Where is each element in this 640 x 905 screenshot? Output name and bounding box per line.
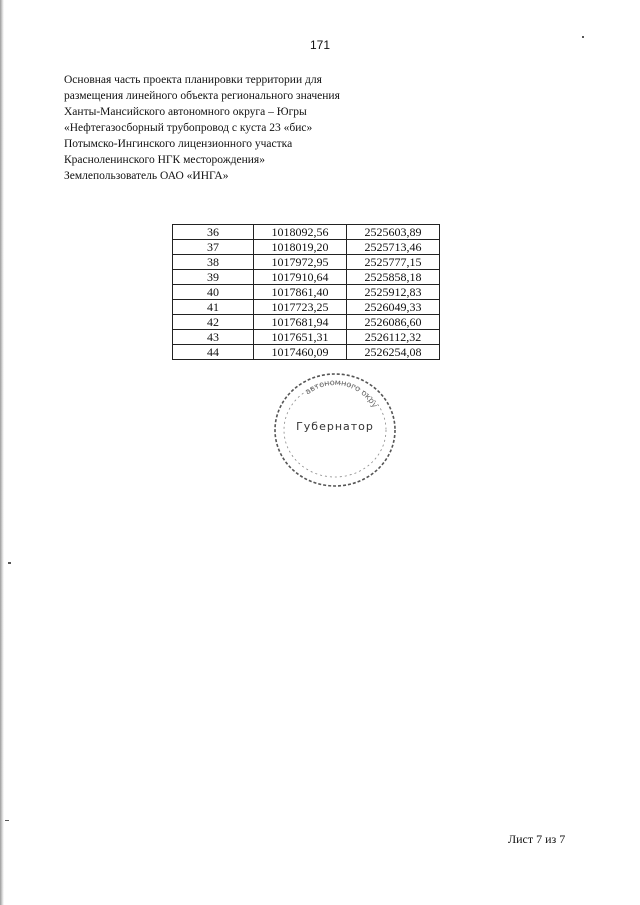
table-row	[173, 270, 440, 285]
coordinate-x: 1018092,56	[254, 225, 347, 240]
point-number: 37	[173, 240, 254, 255]
coordinate-x: 1017460,09	[254, 345, 347, 360]
scan-edge	[0, 0, 4, 905]
coordinate-y: 2525858,18	[347, 270, 440, 285]
point-number: 42	[173, 315, 254, 330]
coordinate-y: 2526254,08	[347, 345, 440, 360]
point-number: 38	[173, 255, 254, 270]
sheet-label: Лист 7 из 7	[508, 832, 566, 846]
coordinate-x: 1017651,31	[254, 330, 347, 345]
header-line: Ханты-Мансийского автономного округа – Югры	[64, 106, 307, 118]
header-line: Потымско-Ингинского лицензионного участка	[64, 138, 293, 150]
coordinate-y: 2525777,15	[347, 255, 440, 270]
header-line: Красноленинского НГК месторождения»	[64, 154, 265, 166]
page-number: 171	[309, 38, 331, 52]
coordinate-x: 1018019,20	[254, 240, 347, 255]
coordinates-table	[172, 224, 440, 360]
coordinate-y: 2525603,89	[347, 225, 440, 240]
point-number: 43	[173, 330, 254, 345]
header-line: размещения линейного объекта регионального значения	[64, 90, 340, 102]
table-row	[173, 315, 440, 330]
coordinate-x: 1017723,25	[254, 300, 347, 315]
coordinate-y: 2525713,46	[347, 240, 440, 255]
table-row	[173, 330, 440, 345]
official-seal	[270, 370, 400, 492]
header-line: «Нефтегазосборный трубопровод с куста 23 «бис»	[64, 122, 313, 134]
seal-center-text: Губернатор	[296, 420, 374, 433]
table-row	[173, 300, 440, 315]
coordinate-y: 2526112,32	[347, 330, 440, 345]
coordinate-x: 1017681,94	[254, 315, 347, 330]
coordinate-x: 1017861,40	[254, 285, 347, 300]
table-row	[173, 240, 440, 255]
table-row	[173, 345, 440, 360]
header-line: Землепользователь ОАО «ИНГА»	[64, 170, 229, 182]
point-number: 41	[173, 300, 254, 315]
scan-speck	[582, 36, 584, 38]
point-number: 44	[173, 345, 254, 360]
table-row	[173, 255, 440, 270]
document-header	[64, 72, 394, 184]
table-row	[173, 225, 440, 240]
header-line: Основная часть проекта планировки территории для	[64, 74, 322, 86]
coordinate-y: 2525912,83	[347, 285, 440, 300]
scan-speck	[5, 820, 9, 821]
coordinate-y: 2526049,33	[347, 300, 440, 315]
scan-speck	[8, 562, 11, 564]
point-number: 40	[173, 285, 254, 300]
point-number: 36	[173, 225, 254, 240]
seal-ring-text: автономного окру	[303, 377, 380, 410]
table-row	[173, 285, 440, 300]
coordinate-x: 1017972,95	[254, 255, 347, 270]
point-number: 39	[173, 270, 254, 285]
coordinate-x: 1017910,64	[254, 270, 347, 285]
coordinate-y: 2526086,60	[347, 315, 440, 330]
